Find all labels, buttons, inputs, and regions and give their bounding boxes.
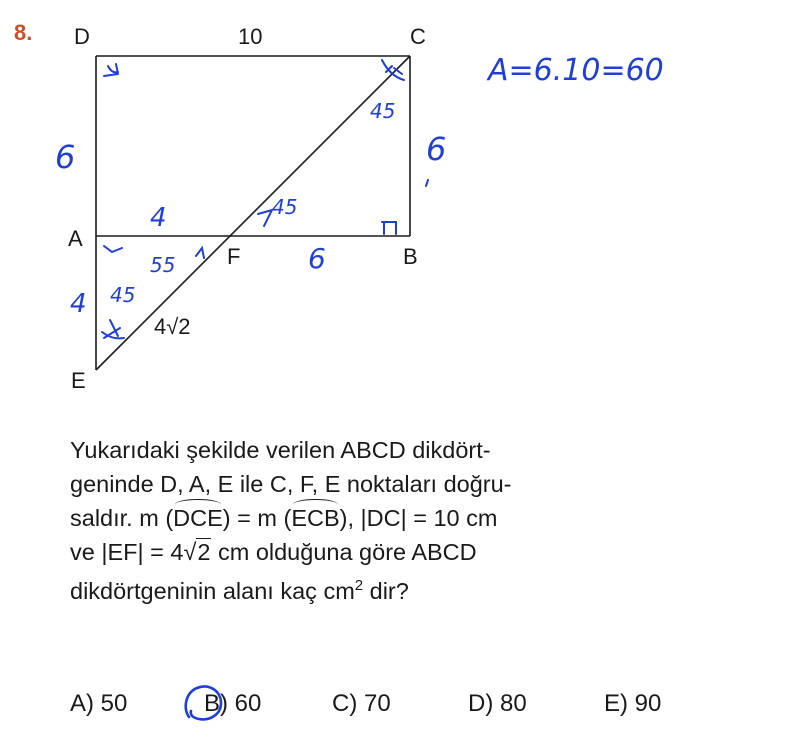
question-line-5-post: dir? bbox=[363, 577, 409, 604]
hand-segment-ae: 4 bbox=[70, 289, 87, 319]
question-line-1: Yukarıdaki şekilde verilen ABCD dikdört- bbox=[70, 437, 491, 463]
unit-exponent: 2 bbox=[354, 577, 364, 594]
question-line-4-pre: ve |EF| = 4 bbox=[70, 539, 184, 565]
choice-c[interactable]: C) 70 bbox=[332, 690, 391, 717]
mark-angle-d bbox=[104, 64, 118, 76]
side-dc-label: 10 bbox=[238, 24, 263, 49]
hand-angle-e: 45 bbox=[110, 283, 136, 307]
question-line-4-post: cm olduğuna göre ABCD bbox=[211, 539, 477, 565]
question-line-3-pre: saldır. m ( bbox=[70, 505, 174, 531]
question-line-5 bbox=[70, 569, 710, 608]
question-line-4: ve |EF| = 4√2 cm olduğuna göre ABCD bbox=[70, 539, 477, 565]
vertex-e: E bbox=[71, 368, 86, 393]
hand-side-da: 6 bbox=[55, 138, 76, 176]
hand-segment-af: 4 bbox=[150, 203, 167, 233]
mark-angle-e bbox=[102, 320, 124, 338]
question-line-2: geninde D, A, E ile C, F, E noktaları doğru- bbox=[70, 471, 512, 497]
hand-segment-fb: 6 bbox=[308, 242, 326, 275]
sqrt-radicand: 2 bbox=[197, 539, 211, 565]
hand-angle-c: 45 bbox=[370, 99, 396, 123]
choice-d[interactable]: D) 80 bbox=[468, 690, 527, 717]
mark-angle-f-top bbox=[258, 210, 272, 226]
mark-angle-a bbox=[104, 246, 122, 252]
vertex-d: D bbox=[74, 24, 90, 49]
angle-ecb: ECB bbox=[291, 501, 339, 535]
mark-angle-f-left bbox=[196, 248, 204, 258]
hand-area-calc: A=6.10=60 bbox=[488, 53, 664, 88]
mark-angle-c bbox=[382, 60, 404, 80]
question-number: 8. bbox=[14, 20, 33, 45]
hand-angle-f-left: 55 bbox=[150, 253, 176, 277]
question-line-5-pre: dikdörtgeninin alanı kaç cm bbox=[70, 577, 355, 604]
hand-angle-f-top: 45 bbox=[272, 195, 298, 219]
segment-ef-label: 4√2 bbox=[154, 314, 191, 339]
angle-dce: DCE bbox=[173, 501, 223, 535]
choice-b[interactable]: B) 60 bbox=[204, 690, 262, 717]
vertex-a: A bbox=[68, 226, 83, 251]
question-line-3-post: ), |DC| = 10 cm bbox=[339, 505, 498, 531]
question-line-3 bbox=[70, 501, 710, 535]
mark-right-b bbox=[382, 222, 396, 234]
selected-answer-circle bbox=[181, 683, 225, 723]
mark-tick-right bbox=[426, 180, 428, 186]
hand-side-cb: 6 bbox=[426, 130, 447, 168]
question-line-3-mid: ) = m ( bbox=[222, 505, 292, 531]
segment-ce bbox=[96, 56, 410, 370]
vertex-f: F bbox=[227, 244, 241, 269]
vertex-b: B bbox=[403, 244, 418, 269]
choice-e[interactable]: E) 90 bbox=[604, 690, 662, 717]
vertex-c: C bbox=[410, 24, 426, 49]
choice-a[interactable]: A) 50 bbox=[70, 690, 128, 717]
question-text bbox=[70, 433, 710, 608]
